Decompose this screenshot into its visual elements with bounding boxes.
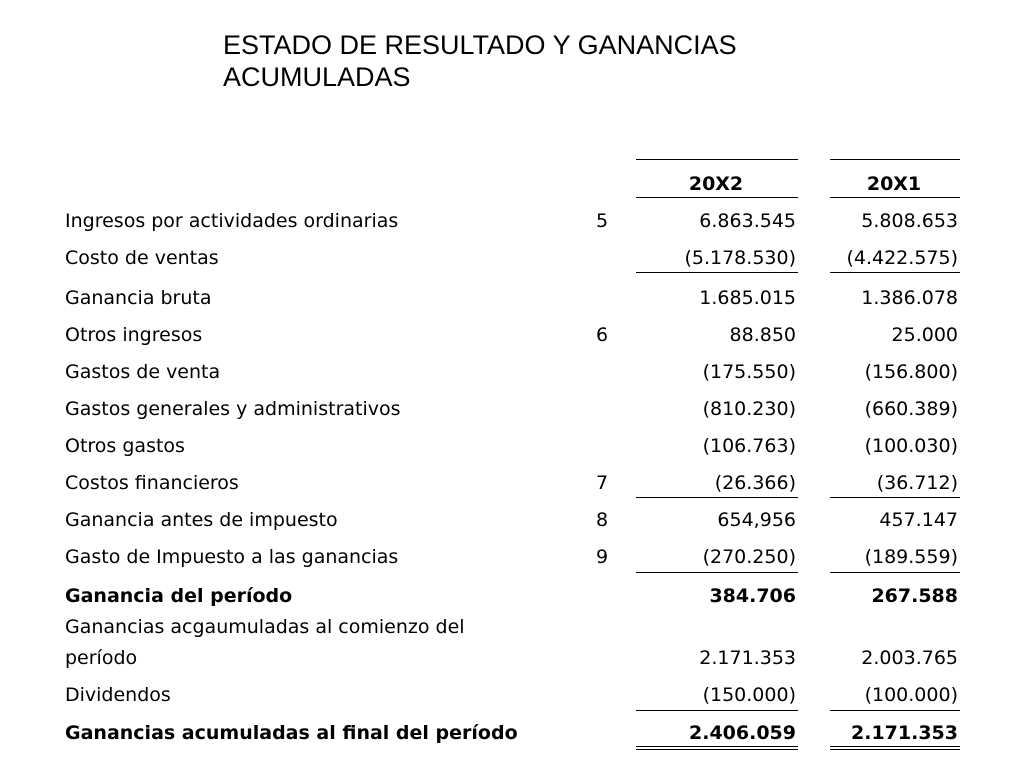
pretax-rule-20x1 (830, 497, 960, 498)
row-label-gastos-venta: Gastos de venta (65, 361, 221, 383)
row-value-20x2-costo-ventas: (5.178.530) (684, 247, 796, 269)
row-note-costos-financieros: 7 (595, 472, 609, 494)
title-line-1: ESTADO DE RESULTADO Y GANANCIAS (223, 30, 737, 60)
row-value-20x2-ganancia-antes-impuesto: 654,956 (717, 509, 796, 531)
row-label-ganancia-periodo: Ganancia del período (65, 585, 293, 607)
row-label-ganancias-final: Ganancias acumuladas al final del período (65, 722, 518, 744)
row-label-dividendos: Dividendos (65, 684, 171, 706)
row-label-ganancias-comienzo: Ganancias acgaumuladas al comienzo del (65, 616, 465, 638)
row-label-gastos-generales: Gastos generales y administrativos (65, 398, 401, 420)
row-value-20x1-gastos-generales: (660.389) (864, 398, 958, 420)
row-note-otros-ingresos: 6 (595, 324, 609, 346)
row-value-20x2-ingresos: 6.863.545 (699, 210, 796, 232)
subtotal-rule-20x2 (636, 272, 798, 273)
title-line-2: ACUMULADAS (223, 62, 411, 92)
row-value-20x2-gastos-venta: (175.550) (702, 361, 796, 383)
column-header-20x2: 20X2 (688, 173, 744, 195)
row-value-20x1-dividendos: (100.000) (864, 684, 958, 706)
row-note-ingresos: 5 (595, 210, 609, 232)
row-value-20x2-dividendos: (150.000) (702, 684, 796, 706)
row-label-gasto-impuesto: Gasto de Impuesto a las ganancias (65, 546, 399, 568)
row-label-ganancia-antes-impuesto: Ganancia antes de impuesto (65, 509, 338, 531)
row-value-20x1-ganancias-final: 2.171.353 (851, 722, 958, 744)
final-rule-20x1 (830, 710, 960, 711)
header-top-rule-20x2 (636, 159, 798, 160)
row-value-20x2-costos-financieros: (26.366) (714, 472, 796, 494)
header-top-rule-20x1 (830, 159, 960, 160)
row-value-20x1-ingresos: 5.808.653 (861, 210, 958, 232)
subtotal-rule-20x1 (830, 272, 960, 273)
row-label-ganancias-comienzo-cont: período (65, 647, 138, 669)
row-label-costo-ventas: Costo de ventas (65, 247, 219, 269)
row-value-20x2-ganancias-comienzo: 2.171.353 (699, 647, 796, 669)
row-value-20x1-ganancias-comienzo: 2.003.765 (861, 647, 958, 669)
header-bottom-rule-20x1 (830, 197, 960, 198)
row-value-20x2-ganancia-periodo: 384.706 (709, 585, 796, 607)
row-value-20x1-costos-financieros: (36.712) (876, 472, 958, 494)
profit-rule-20x2 (636, 572, 798, 573)
row-note-gasto-impuesto: 9 (595, 546, 609, 568)
row-value-20x2-gastos-generales: (810.230) (702, 398, 796, 420)
column-header-20x1: 20X1 (866, 173, 922, 195)
row-value-20x2-ganancia-bruta: 1.685.015 (699, 287, 796, 309)
row-label-costos-financieros: Costos financieros (65, 472, 239, 494)
row-value-20x2-otros-ingresos: 88.850 (729, 324, 796, 346)
profit-rule-20x1 (830, 572, 960, 573)
header-bottom-rule-20x2 (636, 197, 798, 198)
row-value-20x1-costo-ventas: (4.422.575) (846, 247, 958, 269)
row-value-20x1-otros-ingresos: 25.000 (891, 324, 958, 346)
total-double-rule-20x2 (636, 746, 798, 750)
row-value-20x1-gasto-impuesto: (189.559) (864, 546, 958, 568)
row-value-20x1-otros-gastos: (100.030) (864, 435, 958, 457)
row-label-ingresos: Ingresos por actividades ordinarias (65, 210, 399, 232)
pretax-rule-20x2 (636, 497, 798, 498)
row-value-20x1-gastos-venta: (156.800) (864, 361, 958, 383)
final-rule-20x2 (636, 710, 798, 711)
row-value-20x2-ganancias-final: 2.406.059 (689, 722, 796, 744)
row-label-otros-ingresos: Otros ingresos (65, 324, 203, 346)
row-label-otros-gastos: Otros gastos (65, 435, 185, 457)
row-value-20x1-ganancia-bruta: 1.386.078 (861, 287, 958, 309)
row-note-ganancia-antes-impuesto: 8 (595, 509, 609, 531)
row-value-20x2-otros-gastos: (106.763) (702, 435, 796, 457)
row-value-20x1-ganancia-periodo: 267.588 (871, 585, 958, 607)
row-label-ganancia-bruta: Ganancia bruta (65, 287, 212, 309)
row-value-20x2-gasto-impuesto: (270.250) (702, 546, 796, 568)
total-double-rule-20x1 (830, 746, 960, 750)
row-value-20x1-ganancia-antes-impuesto: 457.147 (879, 509, 958, 531)
